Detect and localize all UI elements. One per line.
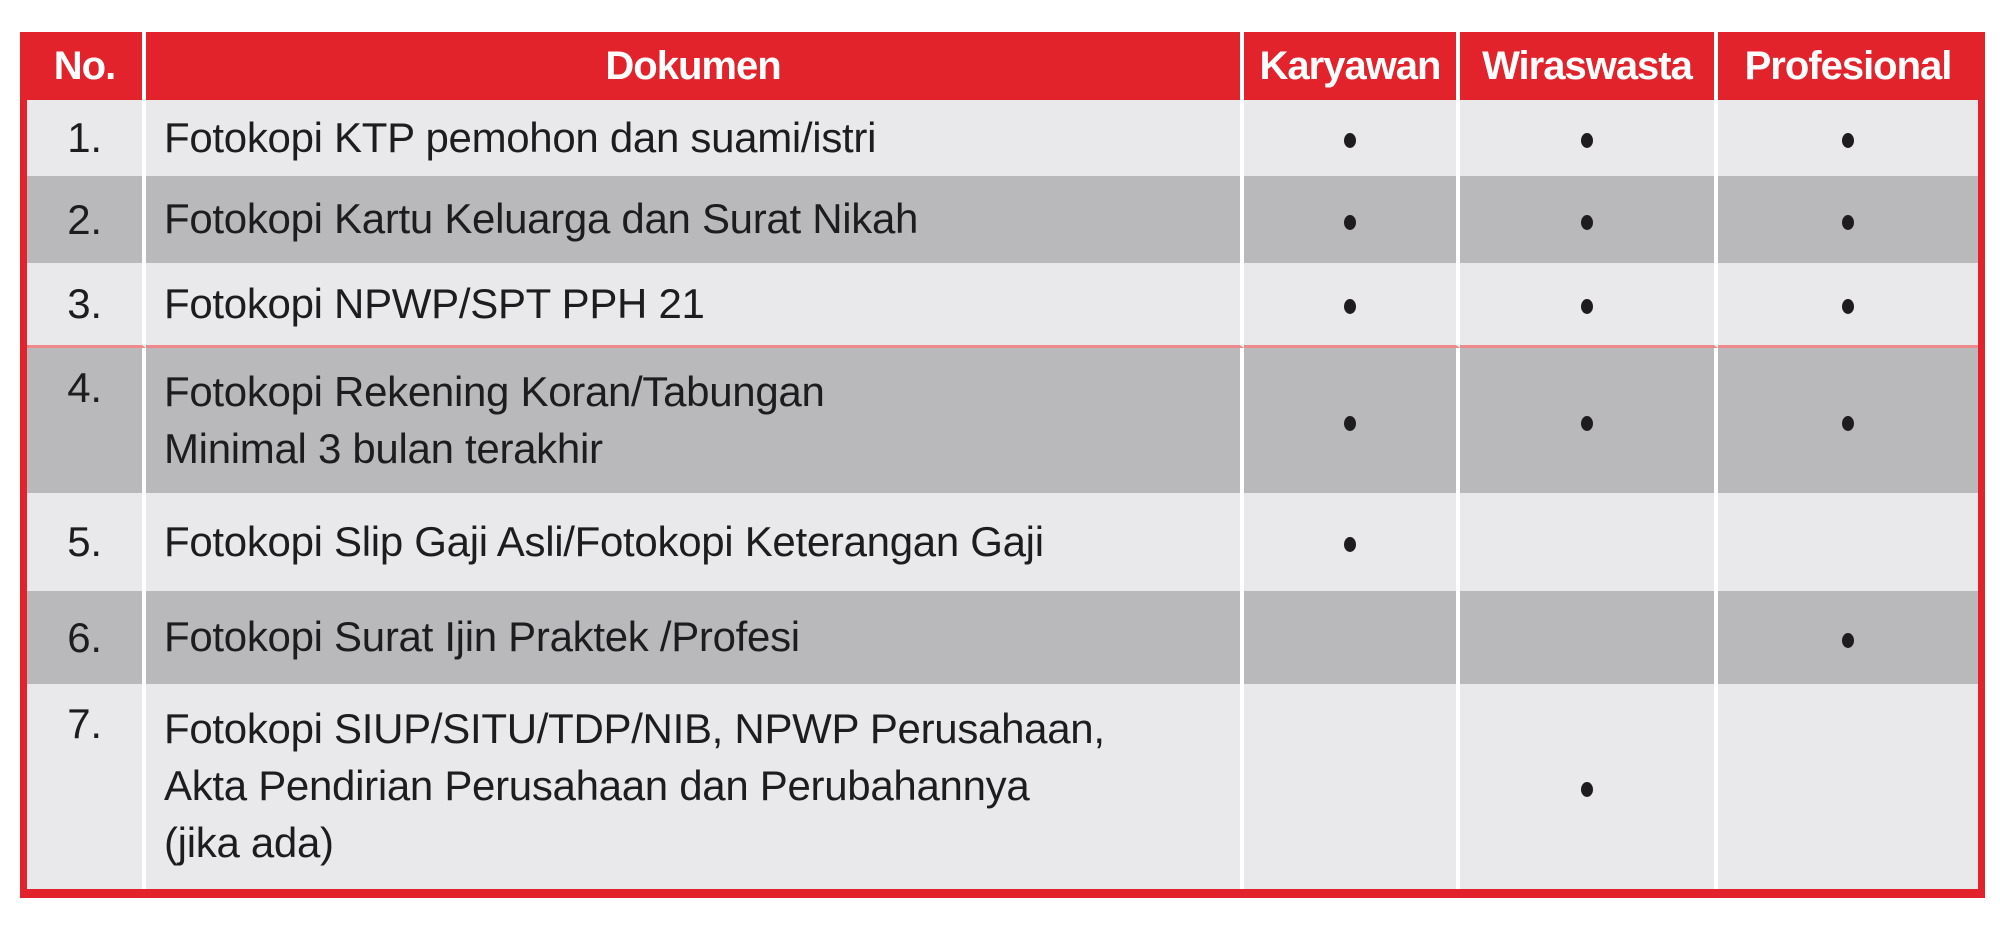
document-name <box>146 100 1244 176</box>
wiraswasta-cell <box>1460 684 1718 889</box>
table-row <box>27 348 1978 493</box>
header-wiraswasta: Wiraswasta <box>1460 32 1718 100</box>
karyawan-cell <box>1244 348 1460 493</box>
document-name <box>146 493 1244 591</box>
bullet-dot-icon <box>1581 416 1593 431</box>
document-line: Fotokopi Kartu Keluarga dan Surat Nikah <box>164 195 919 243</box>
bullet-dot-icon <box>1842 633 1854 648</box>
karyawan-cell <box>1244 100 1460 176</box>
profesional-cell <box>1718 176 1978 263</box>
profesional-cell <box>1718 684 1978 889</box>
header-row <box>27 32 1978 100</box>
document-name <box>146 348 1244 493</box>
bullet-dot-icon <box>1581 782 1593 797</box>
row-number: 7. <box>27 684 146 889</box>
table-row <box>27 100 1978 176</box>
document-line: Fotokopi Surat Ijin Praktek /Profesi <box>164 613 800 661</box>
wiraswasta-cell <box>1460 100 1718 176</box>
bullet-dot-icon <box>1581 215 1593 230</box>
row-number: 4. <box>27 348 146 493</box>
bullet-dot-icon <box>1344 416 1356 431</box>
requirements-table-border <box>20 32 1985 898</box>
document-line: Fotokopi KTP pemohon dan suami/istri <box>164 113 877 161</box>
bullet-dot-icon <box>1842 215 1854 230</box>
bullet-dot-icon <box>1842 133 1854 148</box>
bullet-dot-icon <box>1344 299 1356 314</box>
header-no: No. <box>27 32 146 100</box>
karyawan-cell <box>1244 176 1460 263</box>
bullet-dot-icon <box>1344 215 1356 230</box>
table-row <box>27 591 1978 684</box>
karyawan-cell <box>1244 591 1460 684</box>
wiraswasta-cell <box>1460 591 1718 684</box>
karyawan-cell <box>1244 263 1460 348</box>
document-line: Fotokopi Slip Gaji Asli/Fotokopi Keterangan Gaji <box>164 517 1044 565</box>
document-name <box>146 263 1244 348</box>
row-number: 5. <box>27 493 146 591</box>
document-line: Fotokopi Rekening Koran/Tabungan <box>164 367 825 415</box>
karyawan-cell <box>1244 493 1460 591</box>
table-row <box>27 684 1978 889</box>
bullet-dot-icon <box>1581 133 1593 148</box>
requirements-table <box>27 32 1978 889</box>
header-profesional: Profesional <box>1718 32 1978 100</box>
row-number: 3. <box>27 263 146 348</box>
document-line: Minimal 3 bulan terakhir <box>164 424 603 472</box>
document-name <box>146 684 1244 889</box>
document-line: (jika ada) <box>164 818 334 866</box>
document-name <box>146 176 1244 263</box>
wiraswasta-cell <box>1460 493 1718 591</box>
bullet-dot-icon <box>1842 299 1854 314</box>
row-number: 1. <box>27 100 146 176</box>
profesional-cell <box>1718 100 1978 176</box>
profesional-cell <box>1718 493 1978 591</box>
profesional-cell <box>1718 263 1978 348</box>
table-row <box>27 263 1978 348</box>
wiraswasta-cell <box>1460 263 1718 348</box>
bullet-dot-icon <box>1581 299 1593 314</box>
header-dokumen: Dokumen <box>146 32 1244 100</box>
bullet-dot-icon <box>1842 416 1854 431</box>
wiraswasta-cell <box>1460 348 1718 493</box>
document-name <box>146 591 1244 684</box>
document-line: Fotokopi NPWP/SPT PPH 21 <box>164 279 705 327</box>
wiraswasta-cell <box>1460 176 1718 263</box>
row-number: 6. <box>27 591 146 684</box>
row-number: 2. <box>27 176 146 263</box>
document-line: Akta Pendirian Perusahaan dan Perubahannya <box>164 762 1030 810</box>
bullet-dot-icon <box>1344 133 1356 148</box>
document-line: Fotokopi SIUP/SITU/TDP/NIB, NPWP Perusahaan, <box>164 705 1105 753</box>
karyawan-cell <box>1244 684 1460 889</box>
header-karyawan: Karyawan <box>1244 32 1460 100</box>
bullet-dot-icon <box>1344 537 1356 552</box>
table-row <box>27 176 1978 263</box>
profesional-cell <box>1718 348 1978 493</box>
table-row <box>27 493 1978 591</box>
profesional-cell <box>1718 591 1978 684</box>
